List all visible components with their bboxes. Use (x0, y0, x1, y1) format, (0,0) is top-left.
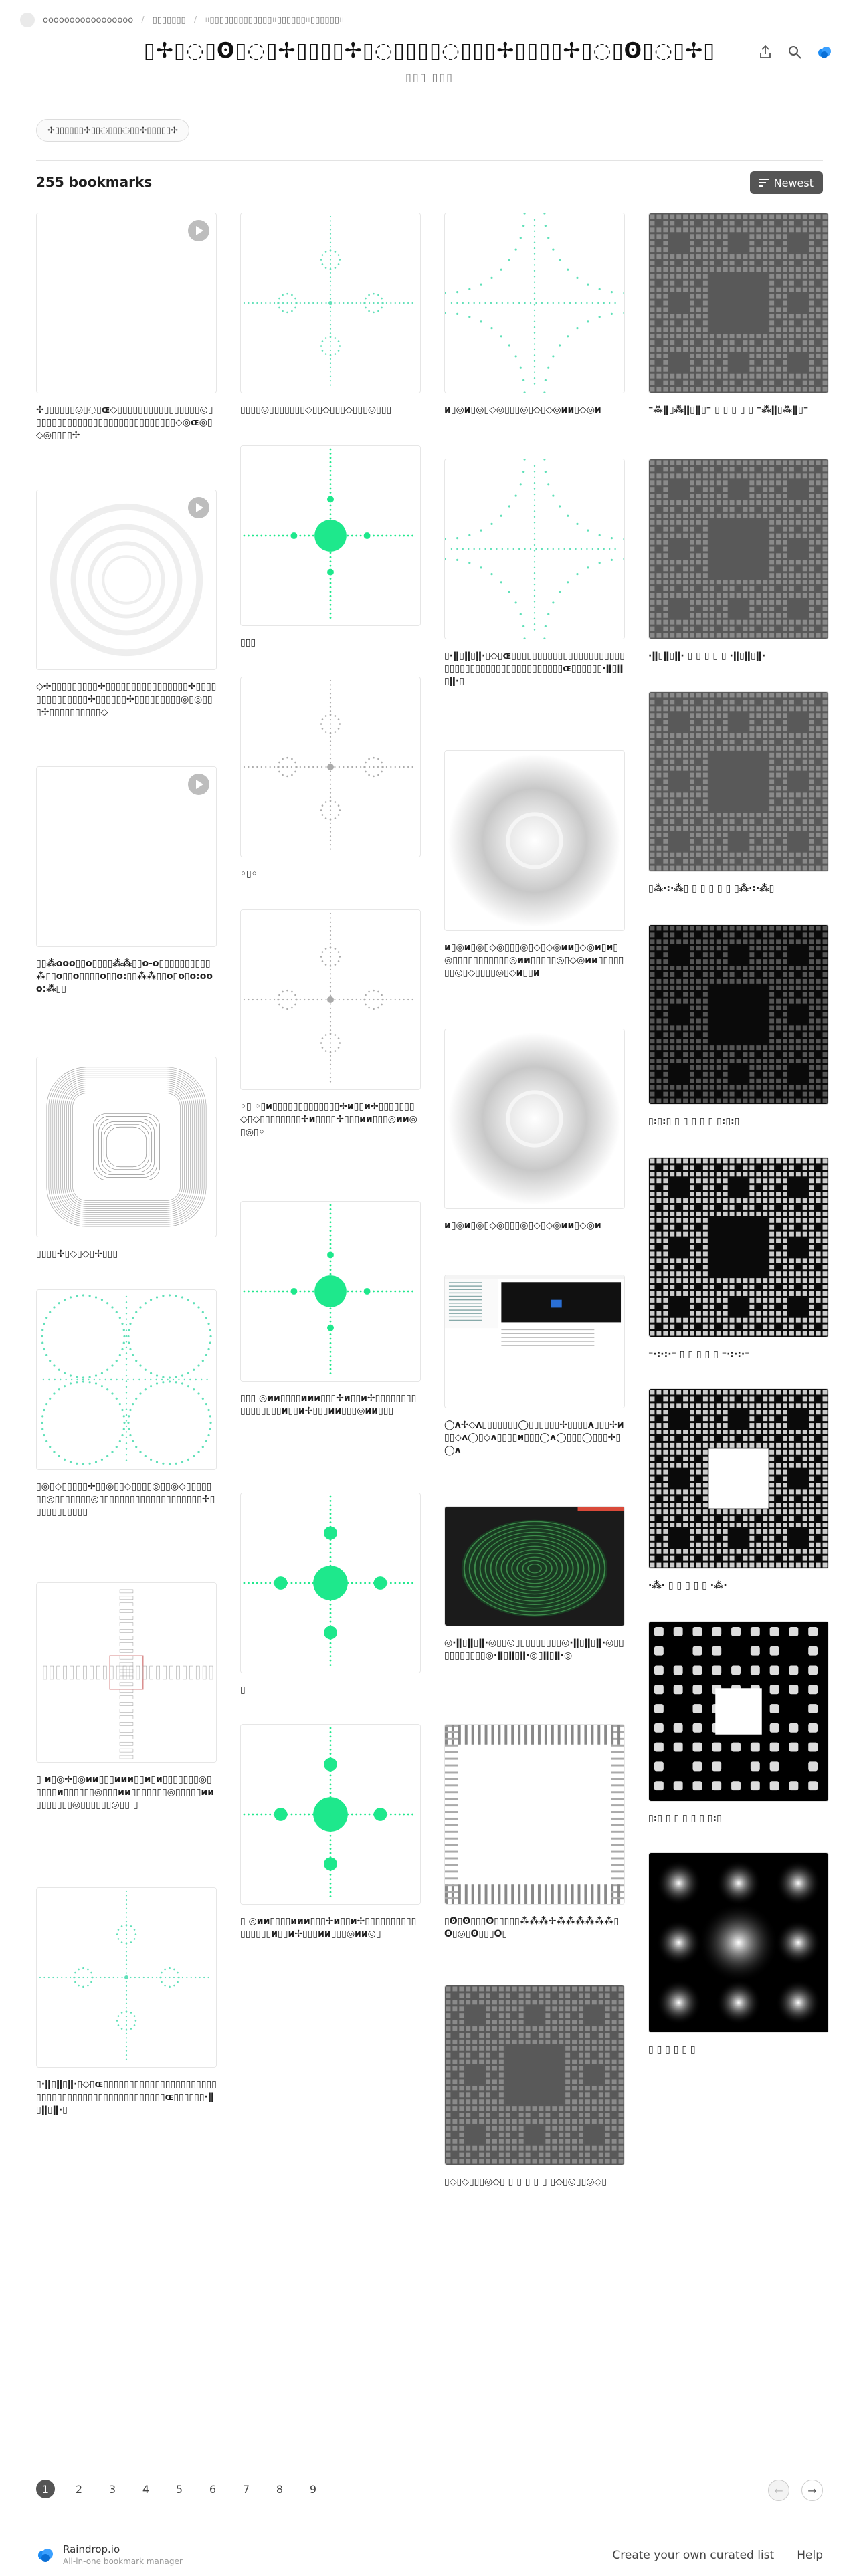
bookmark-title[interactable]: ◦▯ ◦▯ᴎ▯▯▯▯▯▯▯▯▯▯▯▯▯✢ᴎ▯▯ᴎ✢▯▯▯▯▯▯▯◇▯◇▯▯▯▯▯▯▯▯✢ᴎ▯▯▯▯✢▯▯▯ᴎᴎ▯▯▯◎ᴎᴎ◎▯◎▯◦ (240, 1101, 417, 1138)
bookmark-card[interactable] (648, 1621, 829, 1825)
bookmark-title[interactable]: ▯▯▯ (240, 637, 256, 648)
bookmark-card[interactable] (444, 1724, 625, 1941)
footer (0, 2531, 859, 2576)
bookmark-card[interactable] (444, 213, 625, 417)
divider (36, 160, 823, 161)
breadcrumb-separator: / (193, 15, 197, 25)
breadcrumb-subcollection[interactable]: ⌗▯▯▯▯▯▯▯▯▯▯▯▯▯⌗▯▯▯▯▯▯⌗▯▯▯▯▯▯⌗ (205, 15, 345, 25)
bookmark-thumbnail[interactable] (648, 459, 829, 639)
bookmark-thumbnail[interactable] (240, 213, 421, 393)
bookmark-thumbnail[interactable] (240, 1493, 421, 1673)
create-list-link[interactable]: Create your own curated list (612, 2549, 775, 2562)
bookmark-thumbnail[interactable] (36, 766, 217, 947)
bookmark-thumbnail[interactable] (648, 1852, 829, 2033)
breadcrumb-separator: / (141, 15, 145, 25)
bookmark-title[interactable]: ▯◎▯◇▯▯▯▯▯✢▯▯◎▯▯◇▯▯▯▯◎▯▯◎◇▯▯▯▯▯▯▯◎▯▯▯▯▯▯▯◎▯▯▯▯▯▯▯▯▯▯▯▯▯▯▯▯▯▯▯▯✢▯▯▯▯▯▯▯▯▯▯▯ (36, 1481, 215, 1517)
bookmark-card[interactable] (444, 1985, 625, 2189)
bookmark-title[interactable]: ◯ʌ✢◇ʌ▯▯▯▯▯▯▯◯▯▯▯▯▯▯✢▯▯▯▯ʌ▯▯▯✢ᴎ▯▯◇ʌ◯▯◇ʌ▯▯▯▯ᴎ▯▯▯◯ʌ◯▯▯▯◯▯▯▯✢▯◯ʌ (444, 1420, 624, 1456)
bookmark-title[interactable]: ▯⁂·:·⁂▯ ▯ ▯ ▯ ▯ ▯ ▯⁂·:·⁂▯ (648, 883, 775, 894)
bookmark-card[interactable] (444, 750, 625, 980)
bookmark-title[interactable]: ◇✢▯▯▯▯▯▯▯▯▯✢▯▯▯▯▯▯▯▯▯▯▯▯▯▯▯▯✢▯▯▯▯▯▯▯▯▯▯▯▯▯▯✢▯▯▯▯▯▯✢▯▯▯▯▯▯▯▯▯◎▯◎▯▯▯✢▯▯▯▯▯▯▯▯▯▯◇ (36, 681, 217, 718)
bookmark-title[interactable]: ▯:▯:▯ ▯ ▯ ▯ ▯ ▯ ▯:▯:▯ (648, 1116, 740, 1127)
bookmark-thumbnail[interactable] (240, 677, 421, 857)
bookmark-thumbnail[interactable] (444, 1724, 625, 1905)
bookmark-thumbnail[interactable] (240, 1724, 421, 1905)
page-6-button[interactable]: 6 (209, 2482, 217, 2496)
bookmark-thumbnail[interactable] (36, 213, 217, 393)
bookmark-thumbnail[interactable] (648, 1157, 829, 1337)
bookmark-thumbnail[interactable] (36, 1057, 217, 1237)
bookmark-title[interactable]: ⁼·:·:·⁼ ▯ ▯ ▯ ▯ ▯ ⁼·:·:·⁼ (648, 1349, 750, 1360)
bookmark-title[interactable]: ·⁂· ▯ ▯ ▯ ▯ ▯ ·⁂· (648, 1580, 727, 1591)
bookmark-title[interactable]: ᴎ▯◎ᴎ▯◎▯◇◎▯▯▯◎▯◇▯◇◎ᴎᴎ▯◇◎ᴎ (444, 1220, 601, 1231)
raindrop-cloud-icon[interactable] (816, 44, 832, 60)
bookmark-card[interactable] (36, 766, 217, 996)
bookmark-title[interactable]: ▯:▯ ▯ ▯ ▯ ▯ ▯ ▯:▯ (648, 1813, 722, 1824)
bookmark-title[interactable]: ▯·ǁ▯ǁ▯ǁ·▯◇▯ɶ▯▯▯▯▯▯▯▯▯▯▯▯▯▯▯▯▯▯▯▯▯▯▯▯▯▯▯▯▯▯▯▯▯▯▯▯▯▯▯▯▯▯▯▯▯▯▯ɶ▯▯▯▯▯▯·ǁ▯ǁ▯ǁ·▯ (36, 2079, 217, 2115)
bookmark-card[interactable] (240, 1493, 421, 1697)
raindrop-logo-icon (36, 2545, 55, 2564)
bookmark-title[interactable]: ▯ ▯ ▯ ▯ ▯ ▯ (648, 2044, 696, 2055)
bookmark-title[interactable]: ▯▯▯▯✢▯◇▯◇▯✢▯▯▯ (36, 1249, 118, 1259)
bookmark-thumbnail[interactable] (240, 445, 421, 626)
bookmark-card[interactable] (444, 1506, 625, 1662)
play-icon (188, 497, 209, 518)
bookmark-thumbnail[interactable] (648, 213, 829, 393)
bookmark-card[interactable] (444, 1029, 625, 1232)
brand[interactable] (36, 2543, 183, 2566)
bookmark-card[interactable] (648, 1157, 829, 1361)
breadcrumb-user[interactable]: ooooooooooooooooo (43, 15, 134, 25)
bookmark-thumbnail[interactable] (648, 1388, 829, 1569)
bookmark-card[interactable] (444, 459, 625, 688)
bookmark-thumbnail[interactable] (36, 1582, 217, 1763)
sort-label: Newest (773, 176, 814, 189)
bookmark-card[interactable] (36, 213, 217, 442)
sort-icon (759, 177, 769, 189)
breadcrumb-collection[interactable]: ▯▯▯▯▯▯▯ (152, 15, 186, 25)
play-icon (188, 774, 209, 795)
bookmark-card[interactable] (648, 213, 829, 417)
brand-name: Raindrop.io (63, 2543, 120, 2555)
page-header (0, 39, 859, 84)
bookmark-thumbnail[interactable] (444, 750, 625, 931)
page-title: ▯✢▯◌▯ʘ▯◌▯✢▯▯▯▯✢▯◌▯▯▯▯◌▯▯▯✢▯▯▯▯✢▯◌▯ʘ▯◌▯✢▯ (143, 39, 716, 63)
bookmark-count: 255 bookmarks (36, 174, 153, 190)
pagination (36, 2480, 322, 2498)
bookmark-card[interactable] (648, 1388, 829, 1592)
bookmark-title[interactable]: ▯◇▯◇▯▯▯◎◇▯ ▯ ▯ ▯ ▯ ▯ ▯◇▯◎▯▯◎◇▯ (444, 2177, 607, 2187)
bookmark-title[interactable]: ▯·ǁ▯ǁ▯ǁ·▯◇▯ɶ▯▯▯▯▯▯▯▯▯▯▯▯▯▯▯▯▯▯▯▯▯▯▯▯▯▯▯▯▯▯▯▯▯▯▯▯▯▯▯▯▯▯▯▯▯ɶ▯▯▯▯▯▯·ǁ▯ǁ▯ǁ·▯ (444, 651, 625, 687)
bookmark-title[interactable]: ▯ ᴎ▯◎✢▯◎ᴎᴎ▯▯▯ᴎᴎᴎ▯▯ᴎ▯ᴎ▯▯▯▯▯▯▯◎▯▯▯▯▯ᴎ▯▯▯▯▯▯◎▯▯▯ᴎᴎ▯▯▯▯▯▯▯◎▯▯▯▯▯ᴎᴎ▯▯▯▯▯▯▯◎▯▯▯▯▯▯◎▯▯ ▯ (36, 1774, 215, 1810)
brand-tagline: All-in-one bookmark manager (63, 2557, 183, 2566)
page-1-button[interactable]: 1 (36, 2480, 55, 2498)
tag-chip[interactable]: ✢▯▯▯▯▯▯✢▯▯◌▯▯▯◌▯▯✢▯▯▯▯▯✢ (36, 119, 189, 142)
bookmark-thumbnail[interactable] (444, 213, 625, 393)
bookmark-card[interactable] (240, 213, 421, 417)
bookmark-thumbnail[interactable] (36, 490, 217, 670)
bookmark-thumbnail[interactable] (240, 1201, 421, 1382)
page-7-button[interactable]: 7 (242, 2482, 250, 2496)
bookmark-thumbnail[interactable] (648, 1621, 829, 1802)
page-8-button[interactable]: 8 (276, 2482, 284, 2496)
breadcrumb (20, 11, 344, 29)
bookmark-card[interactable] (36, 1289, 217, 1519)
page-5-button[interactable]: 5 (175, 2482, 183, 2496)
bookmark-thumbnail[interactable] (444, 459, 625, 639)
page-subtitle: ▯▯▯ ▯▯▯ (405, 71, 454, 84)
bookmark-title[interactable]: ᴎ▯◎ᴎ▯◎▯◇◎▯▯▯◎▯◇▯◇◎ᴎᴎ▯◇◎ᴎ (444, 405, 601, 415)
search-icon[interactable] (787, 44, 803, 60)
bookmark-title[interactable]: ◦▯◦ (240, 869, 258, 879)
page-4-button[interactable]: 4 (142, 2482, 150, 2496)
bookmark-card[interactable] (444, 1275, 625, 1457)
bookmark-thumbnail[interactable] (444, 1985, 625, 2165)
bookmark-title[interactable]: ✢▯▯▯▯▯▯◎▯◌▯ɶ◇▯▯▯▯▯▯▯▯▯▯▯▯▯▯▯▯◎▯▯▯▯▯▯▯▯▯▯▯▯▯▯▯▯▯▯▯▯▯▯▯▯▯▯▯▯◇◎ɶ◎▯◇◎▯▯▯▯✢ (36, 405, 213, 441)
page-3-button[interactable]: 3 (108, 2482, 116, 2496)
avatar[interactable] (20, 13, 35, 27)
help-link[interactable]: Help (797, 2549, 823, 2562)
bookmark-thumbnail[interactable] (648, 924, 829, 1105)
header-toolbar (757, 44, 832, 60)
sort-button[interactable] (750, 171, 823, 194)
bookmark-title[interactable]: ▯▯▯ ◎ᴎᴎ▯▯▯▯ᴎᴎᴎ▯▯▯✢ᴎ▯▯ᴎ✢▯▯▯▯▯▯▯▯▯▯▯▯▯▯▯▯ᴎ▯▯ᴎ✢▯▯▯ᴎᴎ▯▯▯◎ᴎᴎ▯▯▯ (240, 1393, 417, 1416)
bookmark-title[interactable]: ⁼⁂ǁ▯⁂ǁ▯ǁ▯⁼ ▯ ▯ ▯ ▯ ▯ ⁼⁂ǁ▯⁂ǁ▯⁼ (648, 405, 809, 415)
bookmark-card[interactable] (648, 1852, 829, 2056)
bookmark-card[interactable] (648, 691, 829, 895)
page-2-button[interactable]: 2 (75, 2482, 83, 2496)
bookmark-card[interactable] (648, 459, 829, 663)
pagination-nav (768, 2480, 823, 2501)
bookmark-title[interactable]: ▯ʘ▯ʘ▯▯▯ʘ▯▯▯▯▯⁂⁂⁂✢⁂⁂⁂⁂⁂⁂▯ʘ▯◎▯ʘ▯▯▯ʘ▯ (444, 1916, 619, 1939)
bookmark-title[interactable]: ·ǁ▯ǁ▯ǁ· ▯ ▯ ▯ ▯ ▯ ·ǁ▯ǁ▯ǁ· (648, 651, 766, 661)
bookmark-title[interactable]: ▯▯⁂ooo▯▯o▯▯▯▯⁂⁂▯▯o-o▯▯▯▯▯▯▯▯▯▯⁂▯▯o▯▯o▯▯▯▯o▯▯o:▯▯⁂⁂▯▯o▯o▯o:ooo:⁂▯▯ (36, 958, 213, 994)
bookmark-thumbnail[interactable] (444, 1506, 625, 1626)
bookmark-title[interactable]: ◎·ǁ▯ǁ▯ǁ·◎▯▯◎▯▯▯▯▯▯▯▯▯◎·ǁ▯ǁ▯ǁ·◎▯▯▯▯▯▯▯▯▯▯◎·ǁ▯ǁ▯ǁ·◎▯ǁ▯ǁ·◎ (444, 1638, 624, 1661)
bookmark-title[interactable]: ▯ (240, 1685, 246, 1695)
bookmark-thumbnail[interactable] (36, 1289, 217, 1470)
bookmark-card[interactable] (36, 1057, 217, 1261)
prev-page-button[interactable]: ← (768, 2480, 789, 2501)
bookmark-card[interactable] (648, 924, 829, 1128)
bookmark-card[interactable] (240, 445, 421, 649)
bookmark-card[interactable] (36, 1582, 217, 1812)
next-page-button[interactable]: → (801, 2480, 823, 2501)
bookmark-title[interactable]: ▯▯▯▯◎▯▯▯▯▯▯▯◇▯▯◇▯▯▯◇▯▯▯◎▯▯▯ (240, 405, 392, 415)
share-icon[interactable] (757, 44, 773, 60)
bookmark-title[interactable]: ▯ ◎ᴎᴎ▯▯▯▯ᴎᴎᴎ▯▯▯✢ᴎ▯▯ᴎ✢▯▯▯▯▯▯▯▯▯▯▯▯▯▯▯▯ᴎ▯▯ᴎ✢▯▯▯ᴎᴎ▯▯▯◎ᴎᴎ◎▯ (240, 1916, 417, 1939)
bookmark-card[interactable] (240, 909, 421, 1139)
play-icon (188, 220, 209, 241)
page-9-button[interactable]: 9 (309, 2482, 317, 2496)
bookmark-thumbnail[interactable] (444, 1275, 625, 1408)
bookmark-card[interactable] (36, 1887, 217, 2117)
bookmark-card[interactable] (240, 1724, 421, 1941)
bookmark-thumbnail[interactable] (240, 909, 421, 1090)
bookmark-title[interactable]: ᴎ▯◎ᴎ▯◎▯◇◎▯▯▯◎▯◇▯◇◎ᴎᴎ▯◇◎ᴎ▯ᴎ▯◎▯▯▯▯▯▯▯▯▯▯▯◎ᴎᴎ▯▯▯▯▯◎▯◇◎ᴎᴎ▯▯▯▯▯▯▯◎▯◇▯▯▯▯◎▯◇ᴎ▯▯ᴎ (444, 942, 624, 978)
bookmark-thumbnail[interactable] (444, 1029, 625, 1209)
bookmark-thumbnail[interactable] (648, 691, 829, 872)
bookmark-card[interactable] (240, 677, 421, 881)
bookmark-card[interactable] (240, 1201, 421, 1418)
bookmark-thumbnail[interactable] (36, 1887, 217, 2068)
bookmark-card[interactable] (36, 490, 217, 719)
